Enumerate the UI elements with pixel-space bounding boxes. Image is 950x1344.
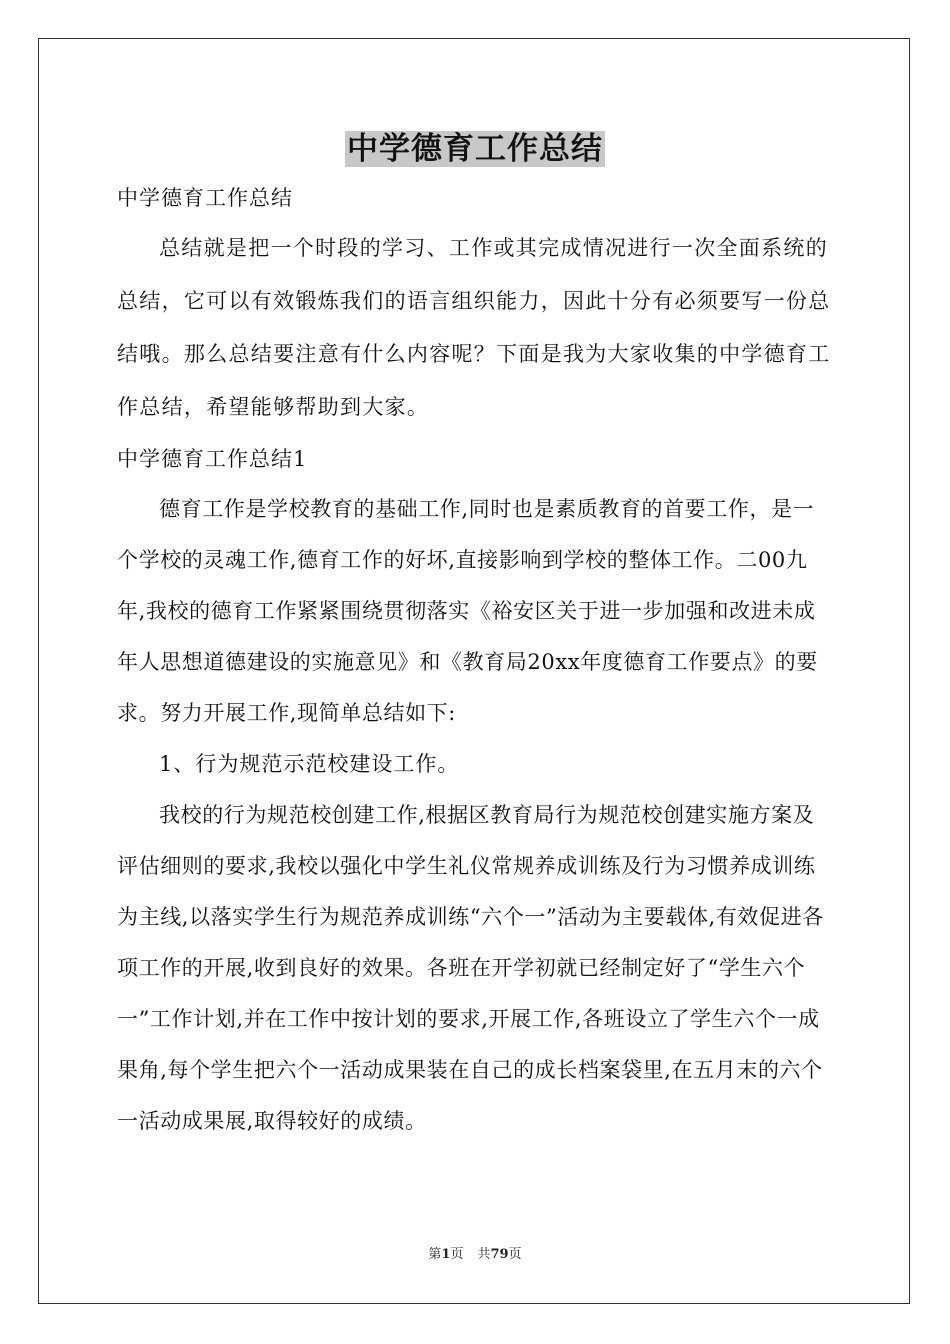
item-paragraph: 我校的行为规范校创建工作,根据区教育局行为规范校创建实施方案及评估细则的要求,我校以强化中学生礼仪常规养成训练及行为习惯养成训练为主线,以落实学生行为规范养成训练“六个一”活动为主要载体,有效促进各项工作的开展,收到良好的效果。各班在开学初就已经制定好了“学生六个一”工作计划,并在工作中按计划的要求,开展工作,各班设立了学生六个一成果角,每个学生把六个一活动成果装在自己的成长档案袋里,在五月末的六个一活动成果展,取得较好的成绩。	[117, 803, 824, 1133]
total-suffix: 页	[508, 1247, 522, 1262]
page-suffix: 页	[450, 1247, 464, 1262]
section-paragraph: 德育工作是学校教育的基础工作,同时也是素质教育的首要工作，是一个学校的灵魂工作,德育工作的好坏,直接影响到学校的整体工作。二00九年,我校的德育工作紧紧围绕贯彻落实《裕安区关于进一步加强和改进未成年人思想道德建设的实施意见》和《教育局20xx年度德育工作要点》的要求。努力开展工作,现简单总结如下:	[117, 497, 818, 725]
page-footer	[0, 1246, 950, 1264]
document-title	[0, 127, 950, 171]
total-pages: 79	[490, 1247, 509, 1262]
section-heading: 中学德育工作总结1	[117, 447, 308, 471]
intro-paragraph: 总结就是把一个时段的学习、工作或其完成情况进行一次全面系统的总结，它可以有效锻炼我们的语言组织能力，因此十分有必须要写一份总结哦。那么总结要注意有什么内容呢？下面是我为大家收集的中学德育工作总结，希望能够帮助到大家。	[117, 236, 831, 419]
page-prefix: 第	[428, 1247, 442, 1262]
document-subtitle: 中学德育工作总结	[117, 186, 293, 210]
total-prefix: 共	[477, 1247, 491, 1262]
document-body	[117, 174, 835, 1147]
page-number: 1	[441, 1247, 451, 1262]
document-title-text: 中学德育工作总结	[347, 131, 603, 167]
item-heading: 1、行为规范示范校建设工作。	[159, 752, 460, 776]
